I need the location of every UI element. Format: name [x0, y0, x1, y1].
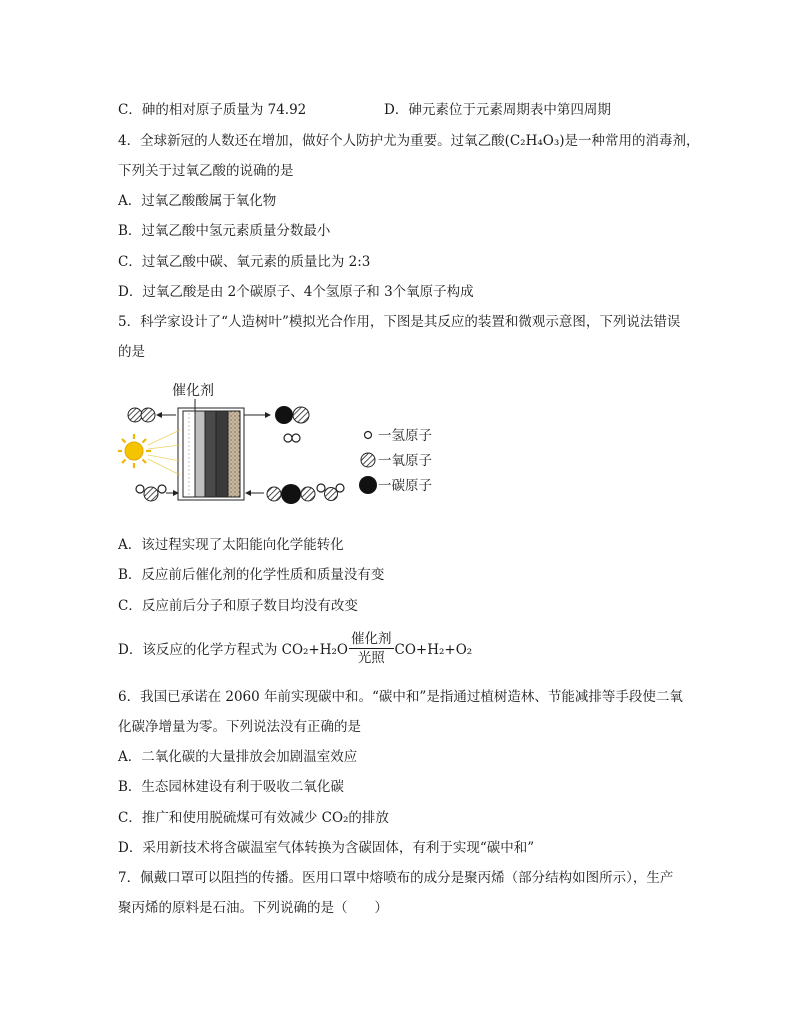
legend-hydrogen-label: 一氢原子	[378, 428, 432, 444]
q5-option-d	[118, 632, 472, 669]
q5-stem-line2: 的是	[118, 344, 145, 360]
q5-option-d-prefix: D．该反应的化学方程式为 CO₂+H₂O	[118, 642, 348, 658]
legend-oxygen-label: 一氧原子	[378, 453, 432, 469]
q4-option-b: B．过氧乙酸中氢元素质量分数最小	[118, 223, 331, 239]
q6-option-d: D．采用新技术将含碳温室气体转换为含碳固体，有利于实现“碳中和”	[118, 840, 535, 856]
legend	[359, 428, 432, 494]
q6-option-c: C．推广和使用脱硫煤可有效减少 CO₂的排放	[118, 810, 389, 826]
q7-stem-line1: 7．佩戴口罩可以阻挡的传播。医用口罩中熔喷布的成分是聚丙烯（部分结构如图所示），生产	[118, 870, 674, 886]
hydrogen-molecule	[284, 434, 300, 442]
q5-option-a: A．该过程实现了太阳能向化学能转化	[118, 537, 344, 553]
q5-option-d-suffix: CO+H₂+O₂	[394, 642, 473, 658]
q7-stem-line2: 聚丙烯的原料是石油。下列说确的是（ ）	[118, 900, 388, 916]
q6-stem-line1: 6．我国已承诺在 2060 年前实现碳中和。“碳中和”是指通过植树造林、节能减排等手段使二氧	[118, 689, 683, 705]
carbon-monoxide-molecule	[275, 406, 309, 424]
q5-stem-line1: 5．科学家设计了“人造树叶”模拟光合作用，下图是其反应的装置和微观示意图，下列说法错误	[118, 314, 681, 330]
sun-icon	[118, 434, 151, 468]
q6-option-b: B．生态园林建设有利于吸收二氧化碳	[118, 779, 344, 795]
reaction-condition	[349, 630, 394, 667]
q4-option-d: D．过氧乙酸是由 2个碳原子、4个氢原子和 3个氧原子构成	[118, 284, 474, 300]
legend-carbon-icon	[359, 476, 377, 494]
reaction-condition-light: 光照	[357, 650, 385, 666]
reaction-device	[178, 408, 244, 500]
carbon-dioxide-molecule	[267, 484, 315, 504]
legend-oxygen-icon	[361, 453, 375, 467]
legend-hydrogen-icon	[365, 432, 372, 439]
q5-option-b: B．反应前后催化剂的化学性质和质量没有变	[118, 567, 385, 583]
water-molecule	[136, 485, 166, 501]
q5-option-c: C．反应前后分子和原子数目均没有改变	[118, 598, 358, 614]
reaction-condition-catalyst: 催化剂	[351, 631, 392, 647]
q4-option-a: A．过氧乙酸酸属于氧化物	[118, 193, 277, 209]
catalyst-label: 催化剂	[172, 383, 214, 399]
q4-option-c: C．过氧乙酸中碳、氧元素的质量比为 2:3	[118, 254, 371, 270]
q6-option-a: A．二氧化碳的大量排放会加剧温室效应	[118, 749, 358, 765]
q6-stem-line2: 化碳净增量为零。下列说法没有正确的是	[118, 719, 361, 735]
artificial-leaf-diagram	[118, 375, 458, 515]
q4-stem-line1: 4．全球新冠的人数还在增加，做好个人防护尤为重要。过氧乙酸(C₂H₄O₃)是一种常用的消毒剂，	[118, 133, 700, 149]
q4-stem-line2: 下列关于过氧乙酸的说确的是	[118, 163, 294, 179]
legend-carbon-label: 一碳原子	[378, 478, 432, 494]
q3-option-d: D．砷元素位于元素周期表中第四周期	[384, 102, 611, 118]
water-molecule-right	[317, 484, 344, 501]
oxygen-molecule-top-left	[128, 408, 155, 422]
q3-option-c: C．砷的相对原子质量为 74.92	[118, 102, 307, 118]
